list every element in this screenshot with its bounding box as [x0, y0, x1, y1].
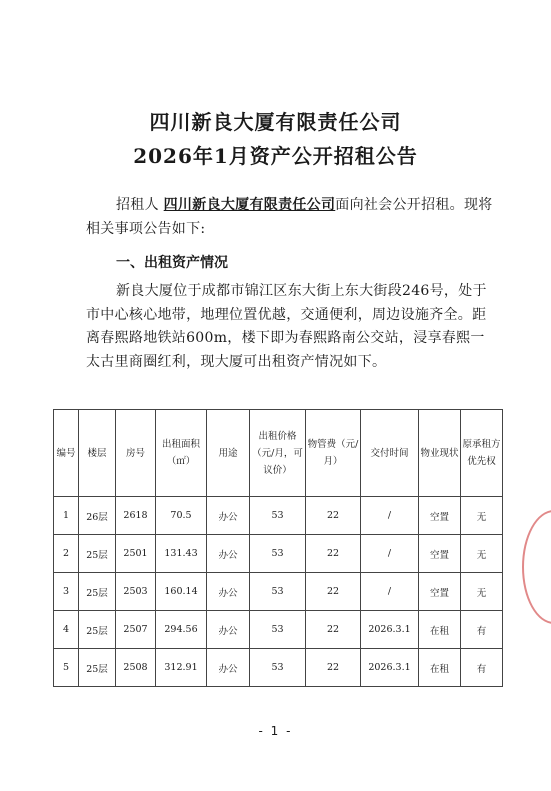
cell-status: 在租	[419, 649, 461, 687]
header-room: 房号	[116, 410, 156, 497]
cell-floor: 26层	[79, 497, 116, 535]
cell-price: 53	[250, 497, 306, 535]
cell-fee: 22	[306, 573, 361, 611]
cell-price: 53	[250, 611, 306, 649]
cell-room: 2508	[116, 649, 156, 687]
cell-id: 4	[54, 611, 79, 649]
header-area: 出租面积（㎡）	[156, 410, 207, 497]
intro-paragraph	[86, 194, 496, 241]
cell-fee: 22	[306, 535, 361, 573]
header-usage: 用途	[207, 410, 250, 497]
cell-floor: 25层	[79, 573, 116, 611]
table-row	[54, 573, 503, 611]
cell-room: 2501	[116, 535, 156, 573]
cell-priority: 无	[461, 573, 503, 611]
asset-table	[53, 409, 503, 687]
cell-usage: 办公	[207, 611, 250, 649]
cell-room: 2507	[116, 611, 156, 649]
intro-prefix: 招租人	[116, 197, 159, 213]
cell-priority: 无	[461, 497, 503, 535]
cell-usage: 办公	[207, 573, 250, 611]
cell-status: 在租	[419, 611, 461, 649]
cell-fee: 22	[306, 611, 361, 649]
cell-fee: 22	[306, 497, 361, 535]
header-price: 出租价格（元/月，可议价）	[250, 410, 306, 497]
cell-delivery: /	[361, 573, 419, 611]
cell-price: 53	[250, 649, 306, 687]
page-number: - 1 -	[258, 724, 293, 738]
cell-delivery: 2026.3.1	[361, 611, 419, 649]
table-row	[54, 649, 503, 687]
table-row	[54, 497, 503, 535]
cell-id: 1	[54, 497, 79, 535]
header-status: 物业现状	[419, 410, 461, 497]
document-subtitle: 2026年1月资产公开招租公告	[133, 144, 418, 168]
cell-room: 2618	[116, 497, 156, 535]
cell-area: 160.14	[156, 573, 207, 611]
cell-area: 312.91	[156, 649, 207, 687]
cell-usage: 办公	[207, 649, 250, 687]
cell-fee: 22	[306, 649, 361, 687]
cell-room: 2503	[116, 573, 156, 611]
table-row	[54, 535, 503, 573]
cell-id: 3	[54, 573, 79, 611]
cell-floor: 25层	[79, 611, 116, 649]
cell-priority: 有	[461, 611, 503, 649]
cell-status: 空置	[419, 573, 461, 611]
cell-usage: 办公	[207, 535, 250, 573]
cell-area: 131.43	[156, 535, 207, 573]
cell-delivery: /	[361, 497, 419, 535]
cell-status: 空置	[419, 497, 461, 535]
cell-priority: 有	[461, 649, 503, 687]
document-title: 四川新良大厦有限责任公司	[149, 110, 402, 134]
cell-delivery: 2026.3.1	[361, 649, 419, 687]
intro-suffix: 面向社会公开招租。现将相关事项公告如下:	[86, 197, 493, 237]
header-id: 编号	[54, 410, 79, 497]
section-heading: 一、出租资产情况	[116, 255, 228, 271]
cell-delivery: /	[361, 535, 419, 573]
cell-priority: 无	[461, 535, 503, 573]
header-priority: 原承租方优先权	[461, 410, 503, 497]
cell-id: 2	[54, 535, 79, 573]
table-header-row	[54, 410, 503, 497]
cell-floor: 25层	[79, 649, 116, 687]
company-name: 四川新良大厦有限责任公司	[163, 197, 336, 213]
cell-floor: 25层	[79, 535, 116, 573]
header-delivery: 交付时间	[361, 410, 419, 497]
header-fee: 物管费（元/月）	[306, 410, 361, 497]
section-body-text: 新良大厦位于成都市锦江区东大街上东大街段246号，处于市中心核心地带，地理位置优越，交通便利，周边设施齐全。距离春熙路地铁站600m，楼下即为春熙路南公交站，浸享春熙一太古里商圈红利，现大厦可出租资产情况如下。	[86, 283, 487, 370]
table-row	[54, 611, 503, 649]
red-seal-stamp	[522, 510, 551, 624]
cell-price: 53	[250, 573, 306, 611]
section-body	[86, 280, 496, 374]
cell-id: 5	[54, 649, 79, 687]
header-floor: 楼层	[79, 410, 116, 497]
cell-area: 70.5	[156, 497, 207, 535]
cell-area: 294.56	[156, 611, 207, 649]
cell-usage: 办公	[207, 497, 250, 535]
cell-status: 空置	[419, 535, 461, 573]
cell-price: 53	[250, 535, 306, 573]
